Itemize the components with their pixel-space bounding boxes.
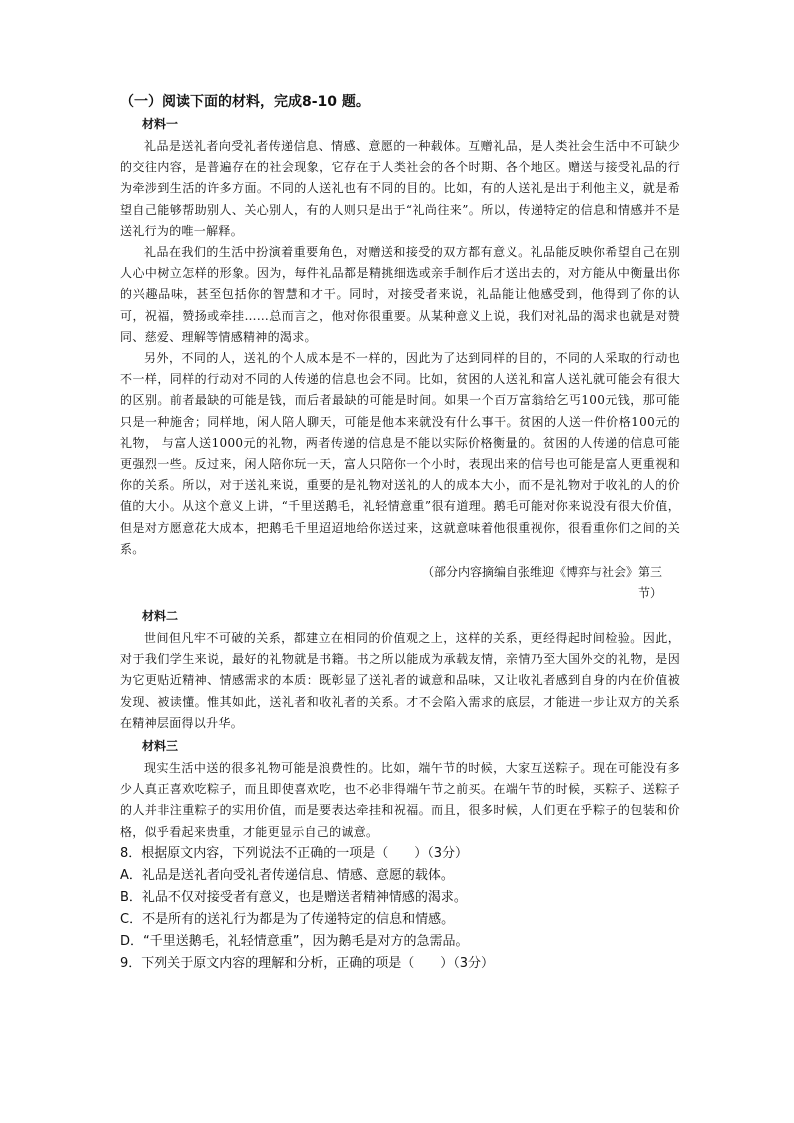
- material-three: [120, 736, 680, 843]
- material-three-paragraph-1: 现实生活中送的很多礼物可能是浪费性的。比如，端午节的时候，大家互送粽子。现在可能没有多少人真正喜欢吃粽子，而且即使喜欢吃，也不必非得端午节之前买。在端午节的时候，买粽子、送粽子的人并非注重粽子的实用价值，而是要表达牵挂和祝福。而且，很多时候，人们更在乎粽子的包装和价格，似乎看起来贵重，才能更显示自己的诚意。: [120, 761, 680, 839]
- material-one-paragraph-2: 礼品在我们的生活中扮演着重要角色，对赠送和接受的双方都有意义。礼品能反映你希望自己在别人心中树立怎样的形象。因为，每件礼品都是精挑细选或亲手制作后才送出去的，对方能从中衡量出你的兴趣品味，甚至包括你的智慧和才干。同时，对接受者来说，礼品能让他感受到，他得到了你的认可，祝福，赞扬或牵挂……总而言之，他对你很重要。从某种意义上说，我们对礼品的渴求也就是对赞同、慈爱、理解等情感精神的渴求。: [120, 245, 680, 344]
- question-8: [120, 843, 680, 953]
- material-one-paragraph-1: 礼品是送礼者向受礼者传递信息、情感、意愿的一种载体。互赠礼品，是人类社会生活中不可缺少的交往内容，是普遍存在的社会现象，它存在于人类社会的各个时期、各个地区。赠送与接受礼品的行为牵涉到生活的许多方面。不同的人送礼也有不同的目的。比如，有的人送礼是出于利他主义，就是希望自己能够帮助别人、关心别人，有的人则只是出于“礼尚往来”。所以，传递特定的信息和情感并不是送礼行为的唯一解释。: [120, 139, 680, 238]
- question-8-option-c: C．不是所有的送礼行为都是为了传递特定的信息和情感。: [120, 911, 455, 927]
- section-heading: （一）阅读下面的材料，完成8-10 题。: [120, 94, 370, 110]
- material-two: [120, 606, 680, 734]
- material-one: [120, 114, 680, 604]
- material-one-title: 材料一: [142, 117, 179, 131]
- question-8-stem: 8．根据原文内容，下列说法不正确的一项是（ ）（3分）: [120, 845, 469, 861]
- material-one-source: （部分内容摘编自张维迎《博弈与社会》第三节）: [421, 565, 662, 601]
- question-9: [120, 953, 680, 975]
- question-9-stem: 9．下列关于原文内容的理解和分析，正确的项是（ ）（3分）: [120, 955, 495, 971]
- question-8-option-b: B．礼品不仅对接受者有意义，也是赠送者精神情感的渴求。: [120, 889, 467, 905]
- question-8-option-d: D．“千里送鹅毛，礼轻情意重”，因为鹅毛是对方的急需品。: [120, 933, 469, 949]
- material-two-paragraph-1: 世间但凡牢不可破的关系，都建立在相同的价值观之上，这样的关系，更经得起时间检验。因此，对于我们学生来说，最好的礼物就是书籍。书之所以能成为承载友情，亲情乃至大国外交的礼物，是因为它更贴近精神、情感需求的本质：既彰显了送礼者的诚意和品味，又让收礼者感到自身的内在价值被发现、被读懂。惟其如此，送礼者和收礼者的关系。才不会陷入需求的底层，才能进一步让双方的关系在精神层面得以升华。: [120, 631, 680, 730]
- material-one-paragraph-3: 另外，不同的人，送礼的个人成本是不一样的，因此为了达到同样的目的，不同的人采取的行动也不一样，同样的行动对不同的人传递的信息也会不同。比如，贫困的人送礼和富人送礼就可能会有很大的区别。前者最缺的可能是钱，而后者最缺的可能是时间。如果一个百万富翁给乞丐100元钱，那可能只是一种施舍；同样地，闲人陪人聊天，可能是他本来就没有什么事干。贫困的人送一件价格100元的礼物， 与富人送1000元的礼物，两者传递的信息是不能以实际价格衡量的。贫困的人传递的信息可能更强烈一些。反过来，闲人陪你玩一天，富人只陪你一个小时，表现出来的信号也可能是富人更重视和你的关系。所以，对于送礼来说，重要的是礼物对送礼的人的成本大小，而不是礼物对于收礼的人的价值的大小。从这个意义上讲，“千里送鹅毛，礼轻情意重”很有道理。鹅毛可能对你来说没有很大价值，但是对方愿意花大成本，把鹅毛千里迢迢地给你送过来，这就意味着他很重视你，很看重你们之间的关系。: [120, 351, 680, 556]
- material-three-title: 材料三: [142, 739, 179, 754]
- material-two-title: 材料二: [142, 609, 179, 624]
- document-page: [120, 92, 680, 975]
- question-8-option-a: A．礼品是送礼者向受礼者传递信息、情感、意愿的载体。: [120, 867, 454, 883]
